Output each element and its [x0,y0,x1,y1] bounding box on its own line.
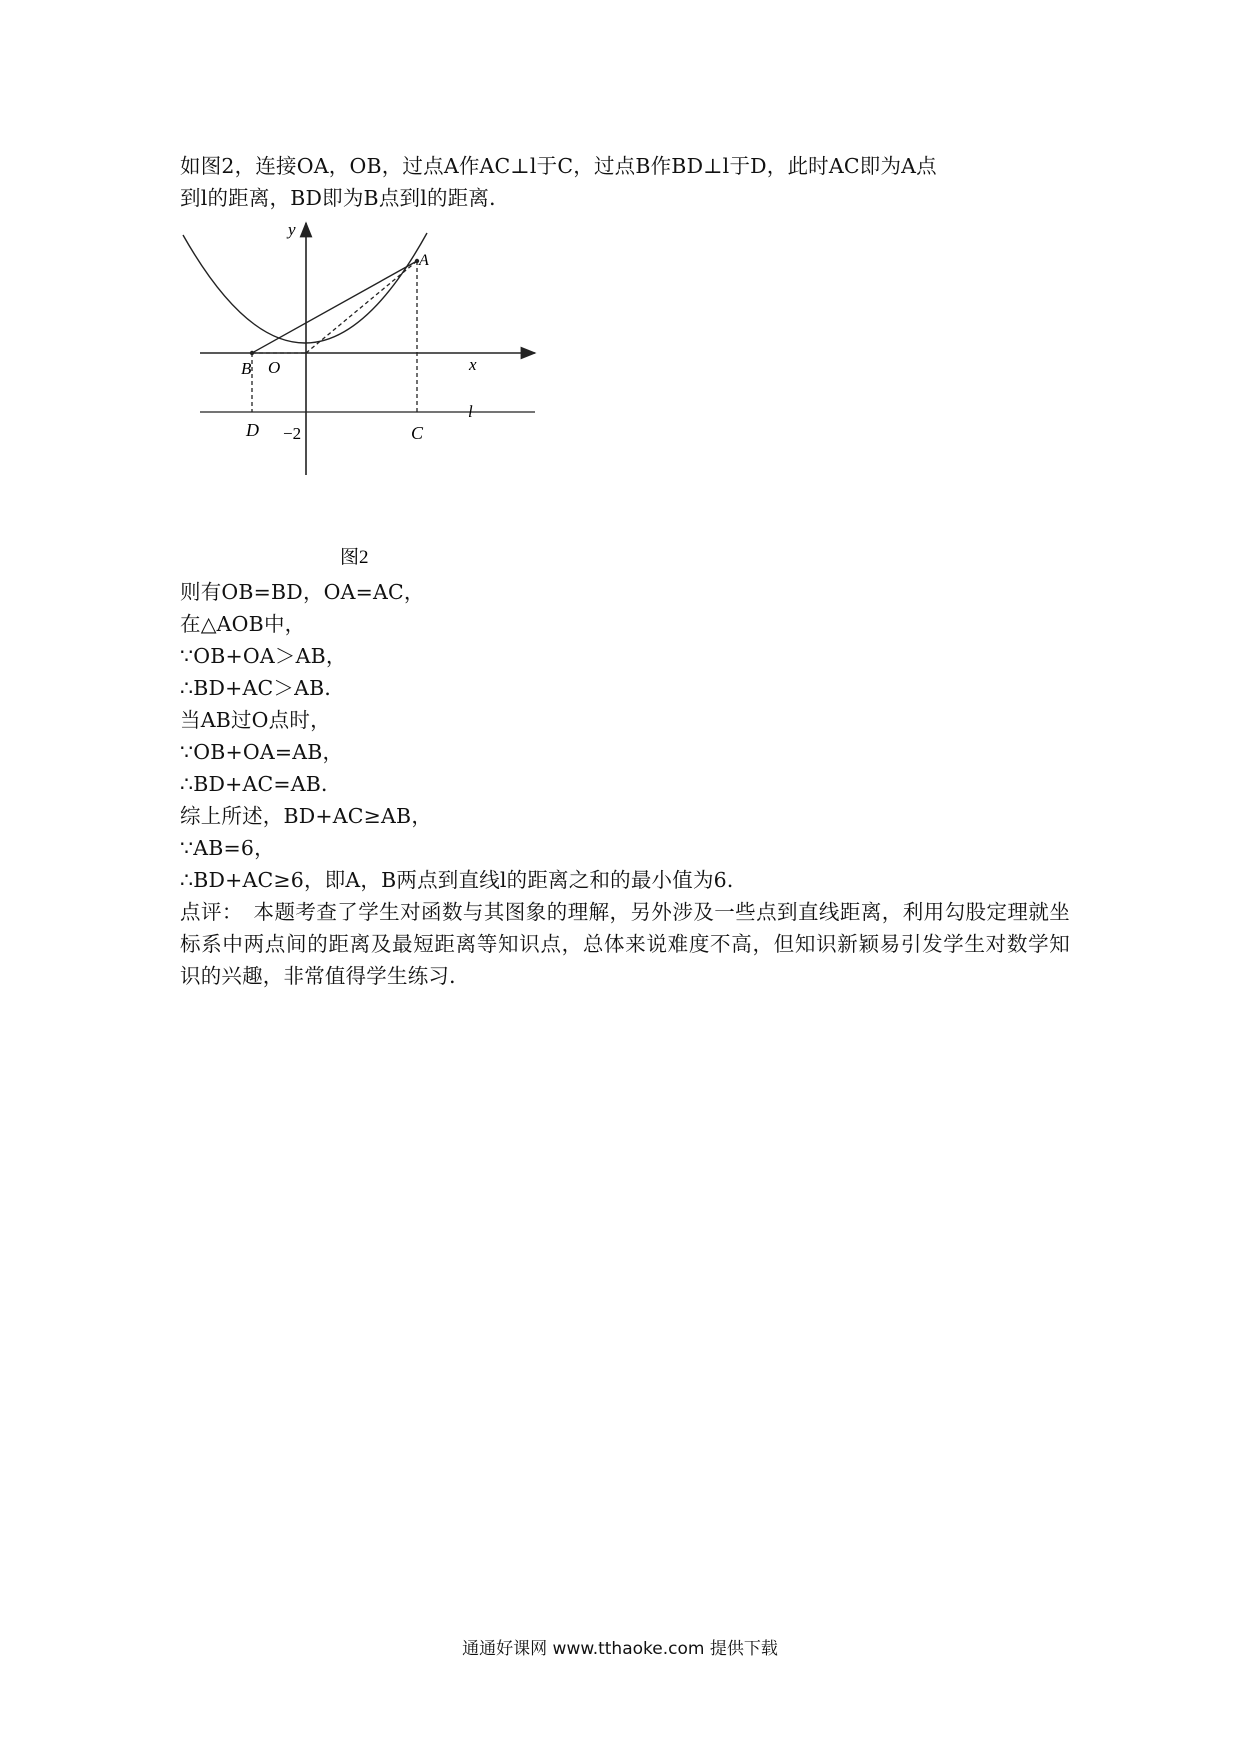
solution-line: ∵OB+OA=AB， [180,740,344,764]
label-tick-minus-2: −2 [283,424,302,443]
solution-line: ∴BD+AC≥6，即A，B两点到直线l的距离之和的最小值为6． [180,868,748,892]
comment-paragraph: 点评： 本题考查了学生对函数与其图象的理解，另外涉及一些点到直线距离，利用勾股定理就坐标系中两点间的距离及最短距离等知识点，总体来说难度不高，但知识新颖易引发学生对数学知识的兴趣，非常值得学生练习． [180,900,1070,988]
page-footer: 通通好课网 www.tthaoke.com 提供下载 [462,1639,778,1659]
solution-line: 在△AOB中， [180,612,306,636]
solution-line: ∵AB=6， [180,836,275,860]
label-d: D [246,420,259,440]
label-x-axis: x [469,355,477,374]
label-y-axis: y [288,220,296,239]
parabola-curve [183,233,427,343]
solution-line: 当AB过O点时， [180,708,331,732]
segment-oa [306,261,417,353]
solution-line: 综上所述，BD+AC≥AB， [180,804,433,828]
intro-line-2: 到l的距离，BD即为B点到l的距离． [180,186,510,210]
intro-paragraph [180,150,1070,214]
label-l: l [468,402,473,421]
figure-caption: 图2 [340,547,369,568]
solution-section [180,576,1070,992]
solution-line: ∴BD+AC＞AB． [180,676,346,700]
point-b [250,351,254,355]
label-c: C [411,423,424,443]
label-origin: O [268,358,281,377]
segment-ab [252,261,417,353]
solution-line: ∴BD+AC=AB． [180,772,342,796]
intro-line-1: 如图2，连接OA，OB，过点A作AC⊥l于C，过点B作BD⊥l于D，此时AC即为A点 [180,154,937,178]
figure-2-diagram [175,220,545,580]
solution-line: 则有OB=BD，OA=AC， [180,580,425,604]
label-a: A [419,252,429,269]
solution-line: ∵OB+OA＞AB， [180,644,347,668]
label-b: B [241,359,252,378]
